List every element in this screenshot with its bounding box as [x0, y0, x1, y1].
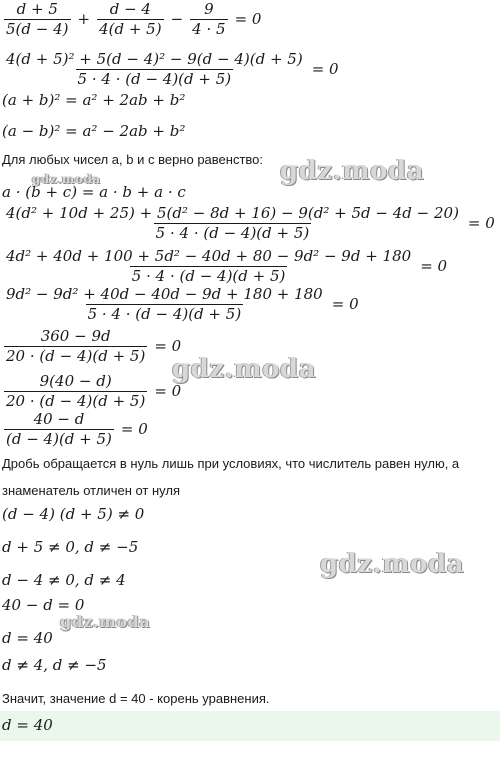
watermark: gdz.moda — [32, 172, 101, 186]
identity-square-sum: (a + b)² = a² + 2ab + b² — [2, 91, 186, 109]
fraction-denominator: 5 · 4 · (d − 4)(d + 5) — [87, 305, 242, 323]
fraction — [4, 287, 325, 322]
fraction-2 — [97, 2, 164, 37]
fraction-denominator: (d − 4)(d + 5) — [6, 430, 112, 448]
equation-rhs: = 0 — [120, 420, 148, 438]
equation-rhs: = 0 — [154, 382, 182, 400]
fraction — [4, 206, 461, 241]
fraction-numerator: 4d² + 40d + 100 + 5d² − 40d + 80 − 9d² − 9d + 180 — [6, 247, 412, 265]
fraction-1 — [4, 2, 71, 37]
fraction — [4, 329, 147, 364]
equation-rhs: = 0 — [467, 214, 495, 232]
fraction-denominator: 20 · (d − 4)(d + 5) — [6, 392, 146, 410]
fraction-numerator: 9(40 − d) — [39, 372, 112, 390]
condition-text-line-2: знаменатель отличен от нуля — [2, 483, 181, 498]
fraction-denominator: 5 · 4 · (d − 4)(d + 5) — [131, 267, 286, 285]
solution-value: d = 40 — [2, 629, 53, 647]
fraction-numerator: 9d² − 9d² + 40d − 40d − 9d + 180 + 180 — [6, 285, 323, 303]
equation-rhs: = 0 — [311, 60, 339, 78]
fraction-denominator: 5(d − 4) — [6, 20, 69, 38]
equation-rhs: = 0 — [420, 257, 448, 275]
fraction-denominator: 20 · (d − 4)(d + 5) — [6, 347, 146, 365]
equation-rhs: = 0 — [331, 295, 359, 313]
watermark: gdz.moda — [172, 354, 317, 384]
conclusion-text: Значит, значение d = 40 - корень уравнения. — [2, 691, 270, 706]
fraction-denominator: 4 · 5 — [192, 20, 226, 38]
watermark: gdz.moda — [280, 156, 425, 186]
watermark: gdz.moda — [320, 549, 465, 579]
equation-reduced — [2, 412, 153, 447]
equation-rhs: = 0 — [154, 337, 182, 355]
identity-square-difference: (a − b)² = a² − 2ab + b² — [2, 122, 186, 140]
equation-common-denominator — [2, 52, 344, 87]
fraction — [4, 52, 305, 87]
equation-factored — [2, 374, 186, 409]
condition-d-minus-4: d − 4 ≠ 0, d ≠ 4 — [2, 571, 126, 589]
fraction-numerator: d + 5 — [16, 0, 58, 18]
fraction-denominator: 4(d + 5) — [99, 20, 162, 38]
condition-denominator-nonzero: (d − 4) (d + 5) ≠ 0 — [2, 505, 145, 523]
equation-multiplied — [2, 249, 452, 284]
fraction-numerator: 40 − d — [33, 410, 85, 428]
fraction-numerator: d − 4 — [109, 0, 151, 18]
condition-text-line-1: Дробь обращается в нуль лишь при условиях, что числитель равен нулю, а — [2, 456, 460, 471]
equation-rhs: = 0 — [234, 10, 262, 28]
equation-initial: $\frac{d + 5}{5(d - 4)}$ + $\frac{d - 4}{4(d + 5)}$ − $\frac{9}{4 \cdot 5}$ = 0 — [6, 0, 262, 38]
fraction — [4, 249, 413, 284]
fraction-numerator: 9 — [204, 0, 214, 18]
fraction-numerator: 360 − 9d — [40, 327, 111, 345]
fraction — [4, 374, 147, 409]
fraction-denominator: 5 · 4 · (d − 4)(d + 5) — [155, 224, 310, 242]
answer-highlight — [0, 711, 500, 741]
domain-restrictions: d ≠ 4, d ≠ −5 — [2, 656, 107, 674]
fraction-numerator: 4(d + 5)² + 5(d − 4)² − 9(d − 4)(d + 5) — [6, 50, 303, 68]
condition-d-plus-5: d + 5 ≠ 0, d ≠ −5 — [2, 538, 139, 556]
distributive-text: Для любых чисел a, b и c верно равенство: — [2, 152, 264, 167]
equation-grouped — [2, 287, 364, 322]
watermark: gdz.moda — [60, 612, 151, 631]
fraction-numerator: 4(d² + 10d + 25) + 5(d² − 8d + 16) − 9(d² + 5d − 4d − 20) — [6, 204, 459, 222]
fraction-denominator: 5 · 4 · (d − 4)(d + 5) — [77, 70, 232, 88]
distributive-formula: a · (b + c) = a · b + a · c — [2, 183, 186, 201]
fraction — [4, 412, 114, 447]
fraction-3 — [190, 2, 227, 37]
condition-numerator-zero: 40 − d = 0 — [2, 596, 85, 614]
final-answer: d = 40 — [2, 716, 53, 734]
equation-simplified — [2, 329, 186, 364]
equation-expanded — [2, 206, 500, 241]
